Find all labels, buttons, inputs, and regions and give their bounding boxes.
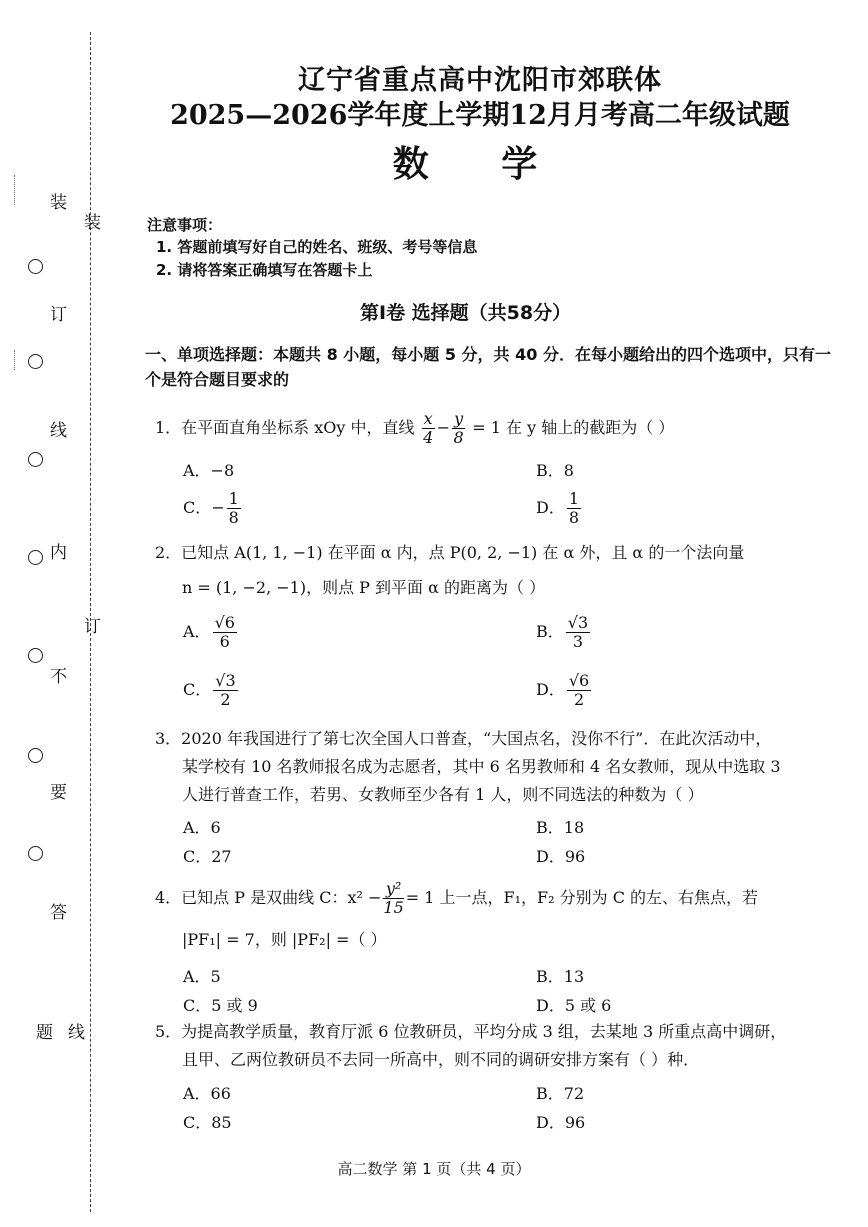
q3-option-b: B．18 [536, 818, 585, 837]
fraction: $\frac{√3}{3}$ [567, 613, 589, 651]
q1-option-b: B．8 [536, 461, 574, 480]
q2-option-a: A． $\frac{√6}{6}$ [183, 613, 235, 651]
margin-char: 要 [50, 783, 67, 803]
question-5-line-1: 5．为提高教学质量，教育厅派 6 位教研员，平均分成 3 组，去某地 3 所重点高中调研， [155, 1022, 787, 1041]
q2-option-c: C． $\frac{√3}{2}$ [183, 671, 236, 709]
q5-option-b: B．72 [536, 1084, 585, 1103]
q2-option-b: B． $\frac{√3}{3}$ [536, 613, 589, 651]
margin-char: 题 [36, 1023, 53, 1043]
question-4-line-2: |PF₁| = 7，则 |PF₂| =（ ） [182, 930, 387, 949]
q5-option-c: C．85 [183, 1113, 232, 1132]
binding-hole-circle [28, 648, 43, 663]
subject-title: 数 学 [392, 143, 568, 185]
binding-hole-circle [28, 550, 43, 565]
margin-char-inner: 订 [84, 617, 101, 637]
notes-heading: 注意事项： [147, 216, 223, 234]
q3-option-c: C．27 [183, 847, 232, 866]
margin-char: 装 [50, 193, 67, 213]
binding-hole-circle [28, 259, 43, 274]
question-4-line-1: 4．已知点 P 是双曲线 C：x² − $\frac{\text{y²}}{15}$ = 1 上一点，F₁，F₂ 分别为 C 的左、右焦点，若 [155, 879, 759, 917]
margin-dotted-mark [14, 350, 15, 370]
q1-option-d: D． $\frac{1}{8}$ [536, 489, 580, 527]
margin-char-inner: 线 [68, 1023, 85, 1043]
page-footer: 高二数学 第 1 页（共 4 页） [337, 1160, 531, 1178]
q1-option-c: C．− $\frac{1}{8}$ [183, 489, 239, 527]
fraction: $\frac{y}{8}$ [453, 409, 464, 447]
margin-char: 内 [50, 543, 67, 563]
fraction: $\frac{\text{y²}}{15}$ [383, 879, 404, 917]
fraction: $\frac{√6}{6}$ [214, 613, 235, 651]
binding-hole-circle [28, 846, 43, 861]
part-instructions: 一、单项选择题：本题共 8 小题，每小题 5 分，共 40 分．在每小题给出的四个选项中，只有一个是符合题目要求的 [145, 345, 831, 389]
q3-option-d: D．96 [536, 847, 586, 866]
margin-char-inner: 装 [84, 213, 101, 233]
section-heading: 第Ⅰ卷 选择题（共58分） [360, 302, 572, 324]
fraction: $\frac{1}{8}$ [228, 489, 239, 527]
fraction: $\frac{x}{4}$ [423, 409, 434, 447]
q4-option-b: B．13 [536, 967, 585, 986]
margin-char: 答 [50, 903, 67, 923]
fraction: $\frac{√6}{2}$ [568, 671, 590, 709]
q1-stem-end: = 1 在 y 轴上的截距为（ ） [472, 418, 675, 437]
question-1: 1．在平面直角坐标系 xOy 中，直线 $\frac{x}{4}$ − $\frac{y}{8}$ = 1 在 y 轴上的截距为（ ） [155, 409, 675, 447]
margin-char: 不 [50, 667, 67, 687]
q1-stem-start: 1．在平面直角坐标系 xOy 中，直线 [155, 418, 415, 437]
fraction: $\frac{√3}{2}$ [215, 671, 236, 709]
question-3-line-2: 某学校有 10 名教师报名成为志愿者，其中 6 名男教师和 4 名女教师，现从中选取 3 [182, 757, 781, 776]
question-3-line-3: 人进行普查工作，若男、女教师至少各有 1 人，则不同选法的种数为（ ） [182, 785, 704, 804]
exam-organization-title: 辽宁省重点高中沈阳市郊联体 [298, 65, 662, 96]
q4-option-a: A．5 [183, 967, 221, 986]
question-2-line-2: n = (1, −2, −1)，则点 P 到平面 α 的距离为（ ） [182, 578, 546, 597]
question-2-line-1: 2．已知点 A(1, 1, −1) 在平面 α 内，点 P(0, 2, −1) 在 α 外，且 α 的一个法向量 [155, 543, 745, 562]
q5-option-d: D．96 [536, 1113, 586, 1132]
fraction: $\frac{1}{8}$ [568, 489, 580, 527]
q1-option-a: A．−8 [183, 461, 235, 480]
q4-option-c: C．5 或 9 [183, 996, 258, 1015]
binding-hole-circle [28, 748, 43, 763]
exam-term-title: 2025—2026学年度上学期12月月考高二年级试题 [170, 100, 790, 131]
q2-option-d: D． $\frac{√6}{2}$ [536, 671, 590, 709]
question-3-line-1: 3．2020 年我国进行了第七次全国人口普查，“大国点名，没你不行”．在此次活动中， [155, 729, 772, 748]
question-5-line-2: 且甲、乙两位教研员不去同一所高中，则不同的调研安排方案有（ ）种． [182, 1050, 700, 1069]
q4-option-d: D．5 或 6 [536, 996, 612, 1015]
margin-char: 订 [50, 305, 67, 325]
binding-hole-circle [28, 452, 43, 467]
note-item: 2. 请将答案正确填写在答题卡上 [156, 261, 373, 279]
binding-hole-circle [28, 354, 43, 369]
q3-option-a: A．6 [183, 818, 221, 837]
margin-char: 线 [50, 421, 67, 441]
note-item: 1. 答题前填写好自己的姓名、班级、考号等信息 [156, 238, 478, 256]
q5-option-a: A．66 [183, 1084, 231, 1103]
margin-dotted-mark [14, 175, 15, 205]
